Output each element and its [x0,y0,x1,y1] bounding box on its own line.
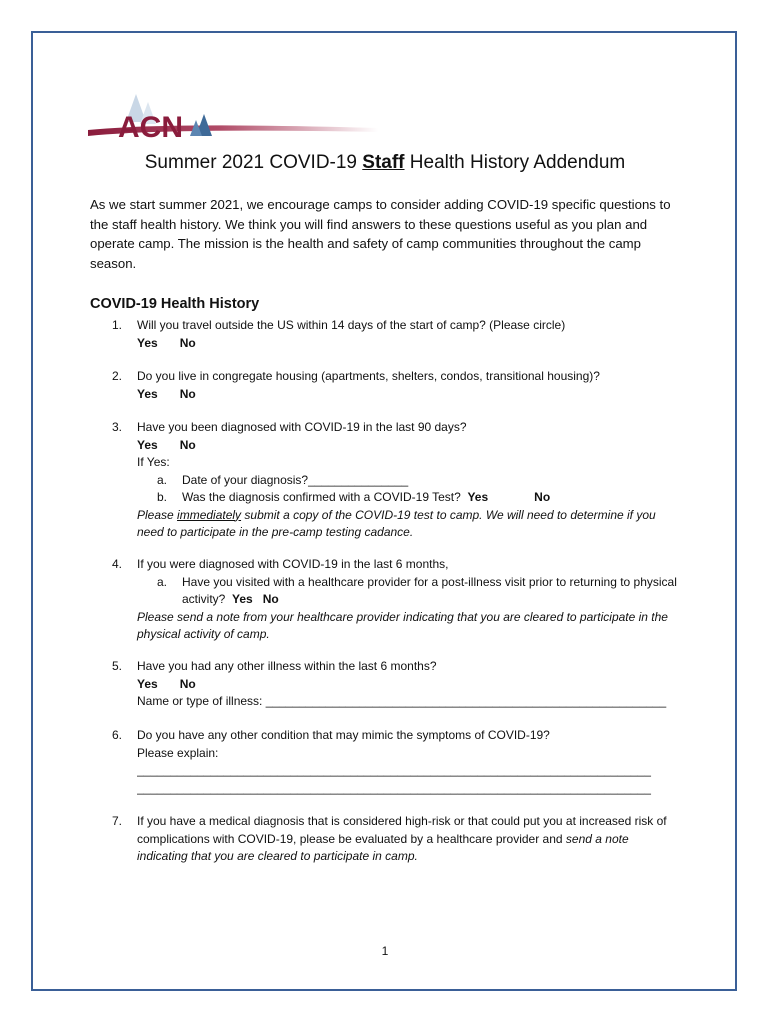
yes-option[interactable]: Yes [232,592,253,606]
yes-option[interactable]: Yes [467,490,489,504]
q3-note: Please immediately submit a copy of the COVID-19 test to camp. We will need to determine if you need to participate in the pre-camp testing cadance. [137,507,656,539]
question-number: 6. [112,728,123,742]
question-7 [112,813,682,866]
title-prefix: Summer 2021 COVID-19 [144,152,363,173]
if-yes-label: If Yes: [137,455,170,469]
question-number: 7. [112,814,123,828]
svg-text:ACN: ACN [118,111,183,144]
no-option[interactable]: No [179,335,196,350]
yes-option[interactable]: Yes [137,335,158,350]
no-option[interactable]: No [262,592,279,606]
sub-item-a [157,472,682,490]
no-option[interactable]: No [179,386,196,401]
question-text: Have you had any other illness within the last 6 months? [137,659,437,673]
page-title [0,152,770,174]
q4-note: Please send a note from your healthcare provider indicating that you are cleared to participate in the physical activity of camp. [137,609,668,641]
explain-line-2[interactable]: _____________________________________________________________________________ [137,780,651,795]
page-number: 1 [381,944,389,958]
question-number: 5. [112,659,123,673]
question-italic-text: send a note indicating that you are cleared to participate in camp. [137,831,629,863]
explain-line-1[interactable]: _____________________________________________________________________________ [137,763,651,777]
yes-option[interactable]: Yes [137,437,158,452]
no-option[interactable]: No [534,490,551,504]
question-number: 2. [112,369,123,383]
title-suffix: Health History Addendum [404,152,626,173]
question-6 [112,727,682,797]
question-text: If you have a medical diagnosis that is considered high-risk or that could put you at increased risk of complications with COVID-19, please be evaluated by a healthcare provider and [137,814,667,846]
no-option[interactable]: No [179,437,196,452]
sub-label: b. [157,490,168,504]
acn-logo [88,92,378,152]
sub-label: a. [157,574,168,589]
no-option[interactable]: No [179,676,196,691]
illness-name-field[interactable]: Name or type of illness: ____________________________________________________________ [137,694,667,708]
question-5 [112,658,682,711]
explain-label: Please explain: [137,745,219,760]
sub-text: Was the diagnosis confirmed with a COVID-19 Test? [182,490,461,504]
question-text: Do you have any other condition that may mimic the symptoms of COVID-19? [137,728,550,742]
question-number: 1. [112,318,123,332]
question-text: Do you live in congregate housing (apartments, shelters, condos, transitional housing)? [137,369,600,383]
title-emphasis: Staff [362,152,405,173]
sub-item-b [157,489,682,507]
question-number: 4. [112,557,123,571]
yes-option[interactable]: Yes [137,386,158,401]
section-heading: COVID-19 Health History [90,296,260,312]
question-text: If you were diagnosed with COVID-19 in the last 6 months, [137,557,449,571]
question-4 [112,556,682,644]
question-2 [112,368,682,403]
question-number: 3. [112,420,123,434]
question-3 [112,419,682,542]
question-1 [112,317,682,352]
sub-text: Have you visited with a healthcare provider for a post-illness visit prior to returning to physical activity? [182,574,677,606]
yes-option[interactable]: Yes [137,676,158,691]
diagnosis-date-field[interactable]: Date of your diagnosis?_______________ [182,472,409,487]
sub-item-a [157,574,682,609]
question-text: Will you travel outside the US within 14 days of the start of camp? (Please circle) [137,318,566,332]
intro-paragraph: As we start summer 2021, we encourage camps to consider adding COVID-19 specific questions to the staff health history. We think you will find answers to these questions useful as you plan and operate camp. The mission is the health and safety of camp communities throughout the camp season. [90,197,671,271]
sub-label: a. [157,472,168,487]
question-text: Have you been diagnosed with COVID-19 in the last 90 days? [137,420,467,434]
